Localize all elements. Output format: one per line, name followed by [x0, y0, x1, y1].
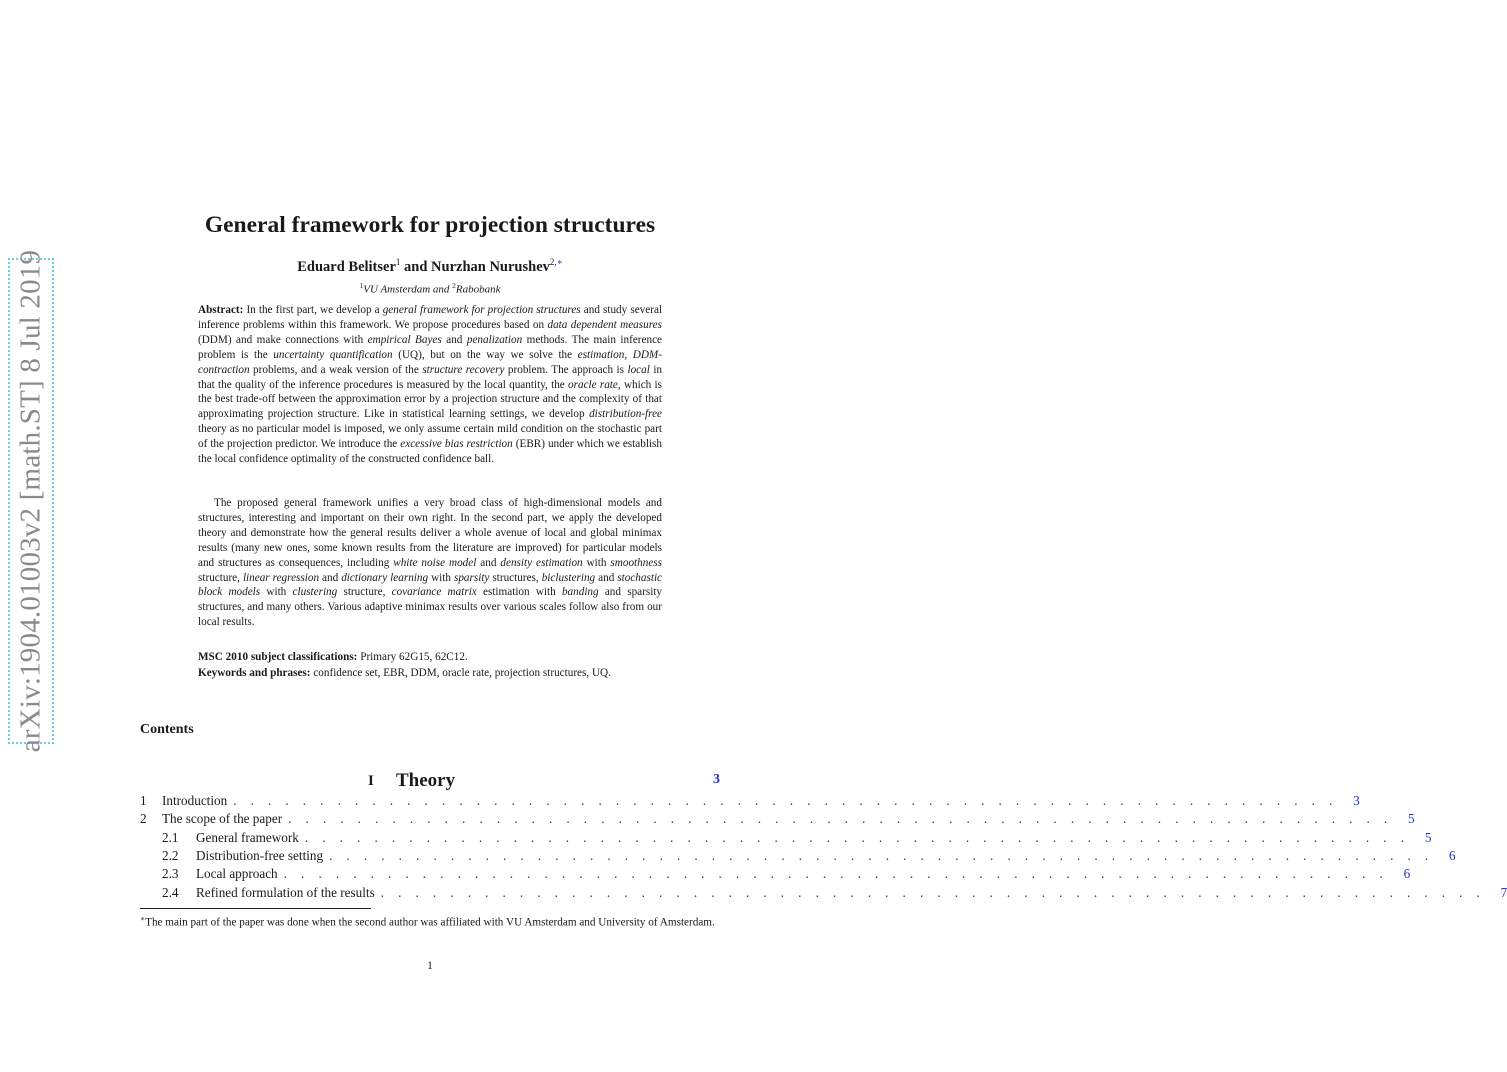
toc-number: 2.4 — [162, 885, 179, 900]
toc-leader-dots: . . . . . . . . . . . . . . . . . . . . . . . . . . . . . . . . . . . . . . . . . . . . . . . . . . . . . . . . . . . . . . . . — [380, 885, 1486, 900]
emphasized-term: oracle rate — [568, 378, 618, 391]
keywords — [198, 666, 662, 681]
emphasized-term: estimation, DDM-contraction — [198, 348, 662, 376]
emphasized-term: biclustering — [541, 571, 596, 584]
abstract-text-run: (DDM) and make connections with — [198, 333, 368, 346]
toc-page-link[interactable]: 6 — [1403, 866, 1411, 881]
abstract-paragraph — [198, 303, 662, 467]
toc-label: Distribution-free setting — [196, 848, 324, 863]
toc-number: 2 — [140, 811, 147, 826]
affiliations — [0, 281, 860, 296]
emphasized-term: covariance matrix — [391, 586, 477, 599]
author-line — [0, 257, 860, 276]
abstract-text-run: The proposed general framework unifies a very broad class of high-dimensional models and structures, interesting and important on their own right. In the second part, we apply the developed theory and demonstrate how the general results deliver a whole avenue of local and global minimax results (many new ones, some known results from the literature are improved) for particular models and structures as consequences, including — [198, 497, 662, 569]
abstract-text-run: structure, — [337, 586, 392, 599]
toc-number: 2.3 — [162, 866, 179, 881]
emphasized-term: penalization — [466, 333, 523, 346]
abstract-text-run: with — [582, 556, 611, 569]
toc-label: Introduction — [162, 793, 228, 808]
toc-page-link[interactable]: 7 — [1500, 885, 1507, 900]
toc-label: The scope of the paper — [162, 811, 283, 826]
abstract-body — [198, 304, 662, 465]
affiliation-marker: 1 — [359, 281, 364, 290]
toc-part-label: Theory — [396, 770, 456, 791]
toc-label: Local approach — [196, 866, 278, 881]
msc-text: Primary 62G15, 62C12. — [360, 651, 468, 663]
emphasized-term: empirical Bayes — [367, 333, 442, 346]
toc-number: 2.1 — [162, 830, 179, 845]
abstract-text-run: problem. The approach is — [504, 363, 628, 376]
toc-entry[interactable] — [140, 811, 1415, 829]
keywords-text: confidence set, EBR, DDM, oracle rate, projection structures, UQ. — [313, 667, 611, 679]
footnote-link[interactable]: ∗ — [556, 257, 563, 267]
toc-label: General framework — [196, 830, 299, 845]
abstract-text-run: problems, and a weak version of the — [249, 363, 423, 376]
emphasized-term: uncertainty quantification — [273, 348, 393, 361]
abstract-text-run: and — [319, 571, 342, 584]
affiliation-marker: 2 — [452, 281, 456, 290]
contents-heading: Contents — [140, 722, 194, 737]
footnote-text: The main part of the paper was done when the second author was affiliated with VU Amsterdam and University of Amsterdam. — [145, 916, 715, 929]
emphasized-term: local — [627, 363, 650, 376]
toc-number: 1 — [140, 793, 147, 808]
abstract-paragraph — [198, 496, 662, 630]
abstract-text-run: (UQ), but on the way we solve the — [392, 348, 578, 361]
abstract-text-run: and — [476, 556, 501, 569]
abstract-text-run: with — [428, 571, 454, 584]
abstract-text-run: (EBR) under which we establish the local confidence optimality of the constructed confidence ball. — [198, 438, 662, 466]
abstract-text-run: with — [260, 586, 293, 599]
toc-entry[interactable] — [162, 848, 1456, 866]
author-conjunction: and — [404, 258, 428, 275]
emphasized-term: linear regression — [242, 571, 320, 584]
abstract-text-run: estimation with — [476, 586, 562, 599]
toc-page-link[interactable]: 5 — [1408, 811, 1415, 826]
emphasized-term: smoothness — [610, 556, 663, 569]
toc-number: 2.2 — [162, 848, 179, 863]
abstract-text-run: methods. The main inference problem is the — [198, 333, 663, 361]
footnote-divider — [140, 908, 371, 909]
emphasized-term: general framework for projection structures — [382, 304, 581, 316]
msc-classifications — [198, 651, 662, 663]
emphasized-term: sparsity — [453, 571, 490, 584]
abstract-text-run: in that the quality of the inference procedures is measured by the local quantity, the — [198, 363, 663, 391]
abstract-text-run: , which is the best trade-off between the approximation error by a projection structure and the complexity of that approximating projection structure. Like in statistical learning settings, we develop — [198, 378, 662, 421]
abstract-text-run: and — [441, 333, 467, 346]
toc-label: Refined formulation of the results — [196, 885, 375, 900]
toc-leader-dots: . . . . . . . . . . . . . . . . . . . . . . . . . . . . . . . . . . . . . . . . . . . . . . . . . . . . . . . . . . . . . . . . — [288, 811, 1393, 826]
emphasized-term: data dependent measures — [547, 318, 662, 331]
author-name: Nurzhan Nurushev — [431, 258, 550, 275]
affiliation-marker: 2, — [549, 257, 557, 267]
footnote-marker: ∗ — [140, 914, 146, 923]
toc-entry[interactable] — [162, 885, 1507, 903]
keywords-label: Keywords and phrases: — [198, 667, 311, 679]
footnote — [140, 911, 720, 931]
toc-leader-dots: . . . . . . . . . . . . . . . . . . . . . . . . . . . . . . . . . . . . . . . . . . . . . . . . . . . . . . . . . . . . . . . . — [233, 793, 1338, 808]
msc-label: MSC 2010 subject classifications: — [198, 651, 358, 663]
abstract-text-run: structures, — [489, 571, 542, 584]
affiliation-name: VU Amsterdam and — [363, 283, 450, 296]
emphasized-term: dictionary learning — [341, 571, 429, 584]
abstract-text-run: and sparsity structures, and many others. Various adaptive minimax results over various scales follow also from our local results. — [198, 586, 663, 629]
emphasized-term: banding — [561, 586, 599, 599]
toc-page-link[interactable]: 6 — [1449, 848, 1456, 863]
paper-title: General framework for projection structures — [204, 212, 656, 238]
abstract-text-run: and — [595, 571, 618, 584]
affiliation-name: Rabobank — [455, 283, 501, 296]
toc-part-number: I — [368, 773, 374, 789]
abstract-text-run: and study several inference problems within this framework. We propose procedures based on — [198, 304, 663, 331]
arxiv-identifier-text: arXiv:1904.01003v2 [math.ST] 8 Jul 2019 — [14, 249, 47, 753]
abstract-text-run: In the first part, we develop a — [243, 304, 383, 316]
toc-entry[interactable] — [162, 830, 1432, 848]
affiliation-marker: 1 — [395, 257, 401, 267]
author-name: Eduard Belitser — [297, 258, 396, 275]
emphasized-term: structure recovery — [422, 363, 505, 376]
emphasized-term: clustering — [292, 586, 338, 599]
toc-page-link[interactable]: 3 — [1353, 793, 1360, 808]
emphasized-term: distribution-free — [589, 408, 662, 421]
toc-entry[interactable] — [162, 866, 1411, 884]
toc-leader-dots: . . . . . . . . . . . . . . . . . . . . . . . . . . . . . . . . . . . . . . . . . . . . . . . . . . . . . . . . . . . . . . . . — [283, 866, 1389, 881]
toc-leader-dots: . . . . . . . . . . . . . . . . . . . . . . . . . . . . . . . . . . . . . . . . . . . . . . . . . . . . . . . . . . . . . . . . — [329, 848, 1434, 863]
toc-part-entry[interactable] — [140, 770, 720, 794]
emphasized-term: density estimation — [500, 556, 583, 569]
abstract-text-run: structure, — [198, 571, 243, 584]
abstract-text-run: theory as no particular model is imposed, we only assume certain mild condition on the stochastic part of the projection predictor. We introduce the — [198, 423, 662, 451]
arxiv-identifier-stamp — [8, 249, 54, 753]
toc-leader-dots: . . . . . . . . . . . . . . . . . . . . . . . . . . . . . . . . . . . . . . . . . . . . . . . . . . . . . . . . . . . . . . . . — [304, 830, 1410, 845]
emphasized-term: white noise model — [393, 556, 477, 569]
toc-page-link[interactable]: 5 — [1424, 830, 1432, 845]
emphasized-term: excessive bias restriction — [400, 438, 513, 451]
abstract-label: Abstract: — [198, 304, 244, 316]
toc-entry[interactable] — [140, 793, 1360, 811]
abstract-body — [198, 497, 662, 628]
page-number: 1 — [427, 960, 433, 972]
emphasized-term: stochastic block models — [198, 571, 663, 599]
toc-page-link[interactable]: 3 — [713, 772, 720, 787]
